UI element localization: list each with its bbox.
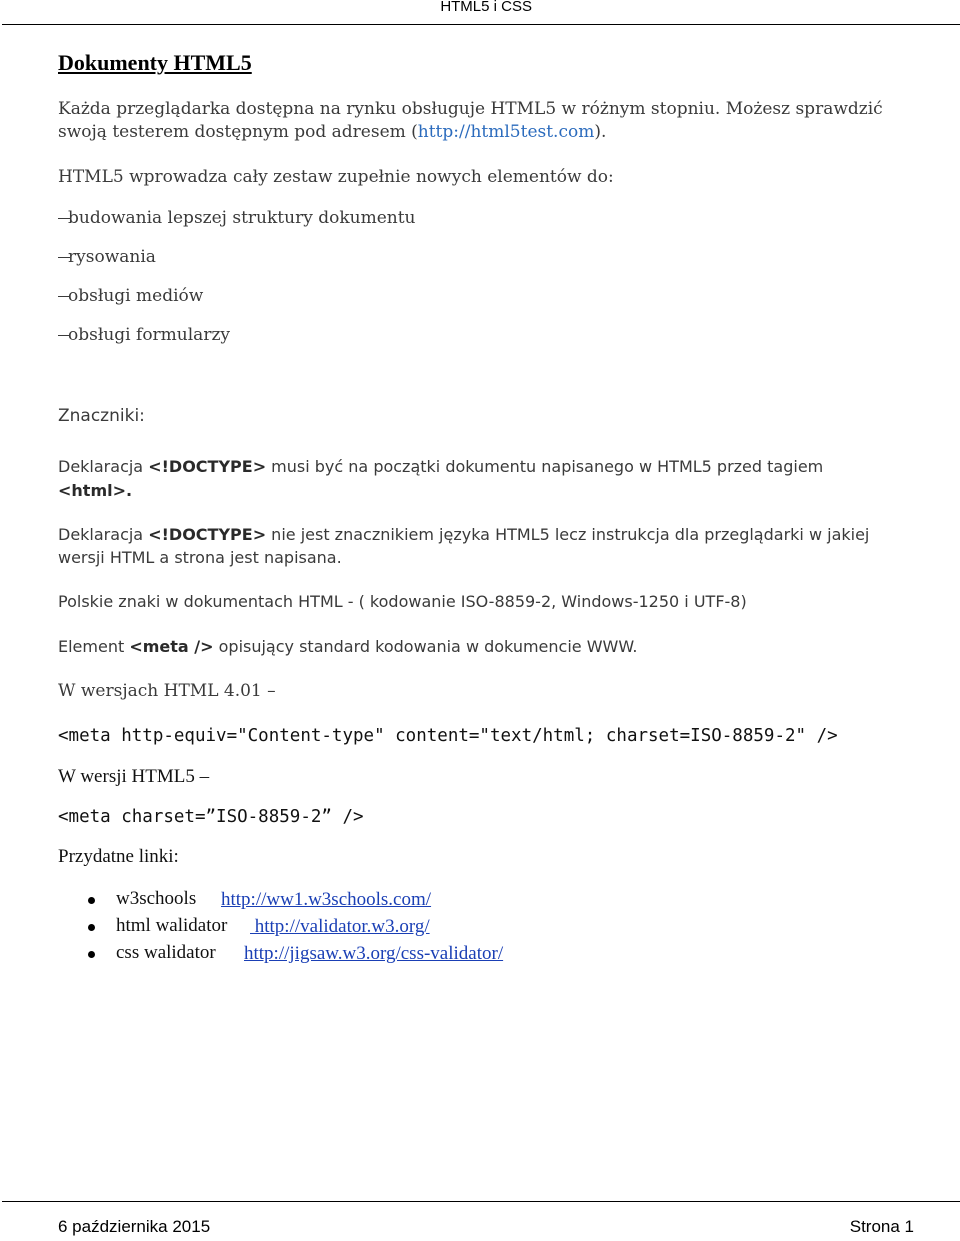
bullet-dot-icon — [88, 897, 95, 904]
intro-text: Każda przeglądarka dostępna na rynku obsługuje HTML5 w różnym stopniu. Możesz sprawdzić swoją testerem dostępnym pod adresem ( — [58, 99, 883, 142]
intro-paragraph — [58, 98, 918, 144]
page-header-title: HTML5 i CSS — [440, 0, 532, 15]
declaration2-prefix: Deklaracja — [58, 525, 149, 544]
doctype-tag: <!DOCTYPE> — [148, 457, 267, 476]
feature-item-text: obsługi formularzy — [68, 325, 231, 345]
feature-item — [58, 247, 156, 267]
declaration1-line1 — [58, 455, 823, 478]
doctype-tag: <!DOCTYPE> — [148, 525, 267, 544]
bullet-dot-icon — [88, 951, 95, 958]
markers-heading: Znaczniki: — [58, 406, 145, 426]
css-validator-link[interactable]: http://jigsaw.w3.org/css-validator/ — [244, 943, 504, 964]
link-label: html walidator — [116, 915, 228, 936]
footer-divider — [2, 1201, 960, 1202]
footer-date: 6 października 2015 — [58, 1217, 211, 1236]
feature-item — [58, 208, 415, 228]
feature-item — [58, 286, 203, 306]
meta-element-prefix: Element — [58, 637, 130, 656]
intro-text-end: ). — [594, 122, 607, 142]
w3schools-link[interactable]: http://ww1.w3schools.com/ — [221, 889, 432, 910]
feature-item — [58, 325, 230, 345]
feature-item-text: obsługi mediów — [68, 286, 204, 306]
feature-item-text: budowania lepszej struktury dokumentu — [68, 208, 416, 228]
meta-element-note — [58, 635, 637, 658]
html5-label: W wersji HTML5 – — [58, 766, 210, 787]
declaration2-line2: wersji HTML a strona jest napisana. — [58, 548, 342, 567]
header-divider — [2, 24, 960, 25]
polish-chars-note: Polskie znaki w dokumentach HTML - ( kodowanie ISO-8859-2, Windows-1250 i UTF-8) — [58, 592, 747, 611]
meta-element-suffix: opisujący standard kodowania w dokumencie WWW. — [213, 637, 638, 656]
declaration1-line2 — [58, 479, 132, 503]
html5-meta-code: <meta charset=”ISO-8859-2” /> — [58, 807, 364, 827]
declaration2-line1 — [58, 523, 869, 546]
link-label: css walidator — [116, 942, 216, 963]
features-lead: HTML5 wprowadza cały zestaw zupełnie nowych elementów do: — [58, 167, 614, 187]
html5test-link[interactable]: http://html5test.com — [417, 122, 595, 142]
footer-page-number: Strona 1 — [849, 1217, 914, 1236]
link-label: w3schools — [116, 888, 197, 909]
declaration2-text: nie jest znacznikiem języka HTML5 lecz instrukcja dla przeglądarki w jakiej — [266, 525, 870, 544]
feature-item-text: rysowania — [68, 247, 156, 267]
declaration1-text: musi być na początki dokumentu napisanego w HTML5 przed tagiem — [266, 457, 824, 476]
html-validator-link[interactable]: http://validator.w3.org/ — [250, 916, 430, 937]
meta-tag: <meta /> — [129, 637, 214, 656]
html401-label: W wersjach HTML 4.01 – — [58, 681, 276, 701]
html-tag: <html>. — [58, 481, 133, 500]
useful-links-heading: Przydatne linki: — [58, 846, 179, 867]
bullet-dot-icon — [88, 924, 95, 931]
page-title: Dokumenty HTML5 — [58, 50, 252, 75]
declaration1-prefix: Deklaracja — [58, 457, 149, 476]
html401-meta-code: <meta http-equiv="Content-type" content="text/html; charset=ISO-8859-2" /> — [58, 726, 838, 746]
